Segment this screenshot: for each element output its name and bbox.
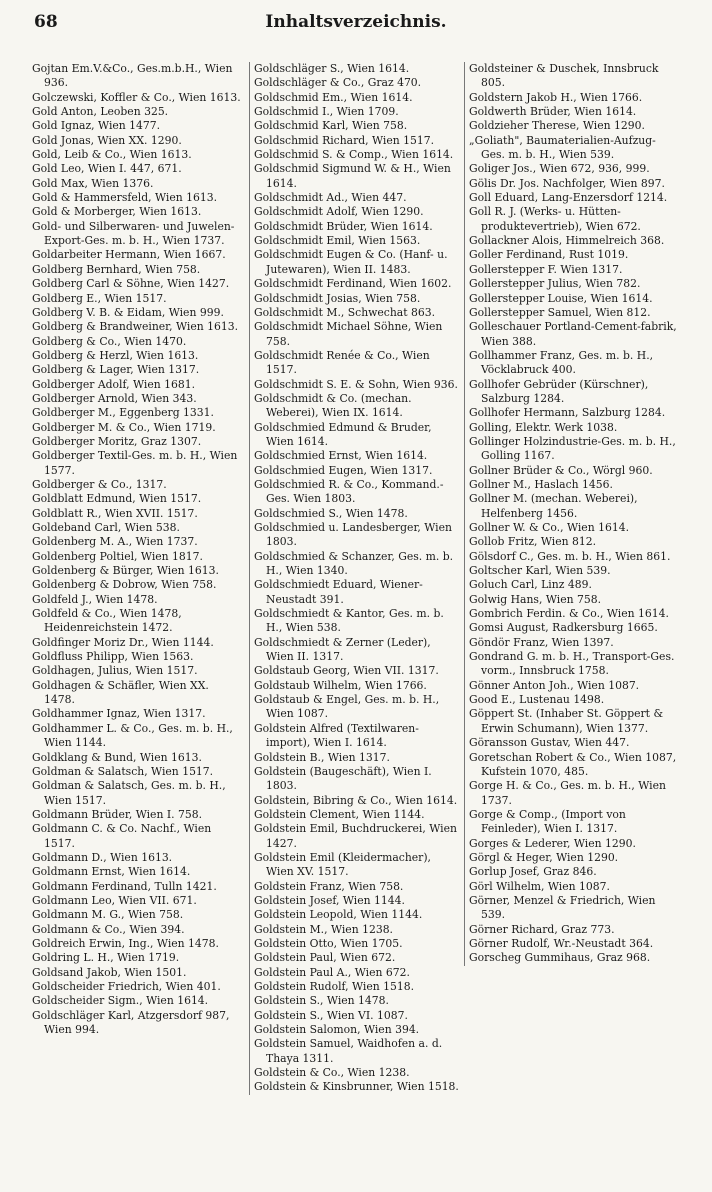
index-entry: Goldstein & Co., Wien 1238. <box>254 1066 410 1080</box>
page-title: Inhaltsverzeichnis. <box>265 12 447 32</box>
index-entry: Gomsi August, Radkersburg 1665. <box>469 621 658 635</box>
index-entry: Goldschmidt Brüder, Wien 1614. <box>254 219 433 233</box>
index-entry: Goldsteiner & Duschek, Innsbruck 805. <box>469 62 659 90</box>
index-entry: Görner Rudolf, Wr.-Neustadt 364. <box>469 936 654 950</box>
index-entry: Goldblatt Edmund, Wien 1517. <box>32 492 202 506</box>
index-entry: Goldschmid Em., Wien 1614. <box>254 90 413 104</box>
index-entry: Görl Wilhelm, Wien 1087. <box>469 879 610 893</box>
index-entry: Goldstein Paul, Wien 672. <box>254 951 396 965</box>
index-entry: Goldfeld J., Wien 1478. <box>32 592 158 606</box>
index-entry: Goldschmid I., Wien 1709. <box>254 105 399 119</box>
index-entry: Gold & Morberger, Wien 1613. <box>32 205 202 219</box>
index-entry: Gombrich Ferdin. & Co., Wien 1614. <box>469 607 669 621</box>
index-entry: Gold Jonas, Wien XX. 1290. <box>32 133 182 147</box>
index-entry: Goldstein Leopold, Wien 1144. <box>254 908 423 922</box>
index-entry: Goldschmidt Josias, Wien 758. <box>254 291 421 305</box>
index-entry: Goldmann Brüder, Wien I. 758. <box>32 807 202 821</box>
index-entry: Goldmann Leo, Wien VII. 671. <box>32 893 197 907</box>
index-entry: Goltscher Karl, Wien 539. <box>469 564 611 578</box>
index-entry: Goldzieher Therese, Wien 1290. <box>469 119 645 133</box>
index-entry: Goldschmidt Ferdinand, Wien 1602. <box>254 277 452 291</box>
index-entry: Goldreich Erwin, Ing., Wien 1478. <box>32 936 219 950</box>
index-entry: Goldhagen & Schäfler, Wien XX. 1478. <box>32 678 209 707</box>
index-entry: Golwig Hans, Wien 758. <box>469 592 602 606</box>
index-entry: Goldstein S., Wien 1478. <box>254 994 389 1008</box>
index-entry: Goldschmidt & Co. (mechan. Weberei), Wien IX. 1614. <box>254 391 412 420</box>
index-entry: Gold Anton, Leoben 325. <box>32 105 169 119</box>
index-entry: Goldstern Jakob H., Wien 1766. <box>469 90 643 104</box>
index-entry: Goldarbeiter Hermann, Wien 1667. <box>32 248 226 262</box>
index-entry: Goldstaub Wilhelm, Wien 1766. <box>254 678 427 692</box>
index-entry: Gorge & Comp., (Import von Feinleder), Wien I. 1317. <box>469 807 626 836</box>
index-entry: Goldsand Jakob, Wien 1501. <box>32 965 187 979</box>
index-entry: Gollner Brüder & Co., Wörgl 960. <box>469 463 653 477</box>
index-entry: Goldberger & Co., 1317. <box>32 477 167 491</box>
index-entry: Goldschläger S., Wien 1614. <box>254 62 410 75</box>
index-entry: Goldstein Clement, Wien 1144. <box>254 807 425 821</box>
index-entry: Goldberg & Co., Wien 1470. <box>32 334 187 348</box>
index-entry: Gollerstepper Louise, Wien 1614. <box>469 291 653 305</box>
index-entry: Goldstein Emil (Kleidermacher), Wien XV. 1517. <box>254 850 431 879</box>
index-entry: Goldschmidt Renée & Co., Wien 1517. <box>254 348 430 377</box>
index-entry: Goldblatt R., Wien XVII. 1517. <box>32 506 198 520</box>
index-entry: Goldstein Rudolf, Wien 1518. <box>254 980 415 993</box>
index-entry: Gönner Anton Joh., Wien 1087. <box>469 678 640 692</box>
index-entry: Gollhofer Gebrüder (Kürschner), Salzburg 1284. <box>469 377 649 405</box>
index-entry: Gondrand G. m. b. H., Transport-Ges. vorm., Innsbruck 1758. <box>469 650 675 678</box>
index-entry: Goldstein Alfred (Textilwaren-import), Wien I. 1614. <box>254 721 419 750</box>
index-entry: Golling, Elektr. Werk 1038. <box>469 420 618 434</box>
index-entry: Goldstein B., Wien 1317. <box>254 750 390 764</box>
index-entry: Goldschmid Richard, Wien 1517. <box>254 133 435 147</box>
index-column-3 <box>464 62 679 966</box>
index-entry: Goldschmied Edmund & Bruder, Wien 1614. <box>254 420 432 448</box>
index-entry: Goldman & Salatsch, Ges. m. b. H., Wien 1517. <box>32 779 226 807</box>
index-entry: Goldmann & Co., Wien 394. <box>32 922 185 936</box>
index-entry: Görner, Menzel & Friedrich, Wien 539. <box>469 893 656 922</box>
index-entry: Goldberger Moritz, Graz 1307. <box>32 434 202 448</box>
index-entry: Goldschmidt Adolf, Wien 1290. <box>254 205 424 219</box>
index-entry: Goldscheider Friedrich, Wien 401. <box>32 980 221 993</box>
index-entry: Goldschmidt Eugen & Co. (Hanf- u. Jutewaren), Wien II. 1483. <box>254 248 448 276</box>
index-entry: Goldberg V. B. & Eidam, Wien 999. <box>32 305 224 319</box>
index-entry: Goldstein, Bibring & Co., Wien 1614. <box>254 793 458 807</box>
index-entry: Goldberger M., Eggenberg 1331. <box>32 406 214 420</box>
index-entry: Goldfeld & Co., Wien 1478, Heidenreichstein 1472. <box>32 607 182 635</box>
index-entry: Goldschmiedt & Kantor, Ges. m. b. H., Wien 538. <box>254 607 444 635</box>
index-entry: Goldberg Bernhard, Wien 758. <box>32 262 201 276</box>
index-entry: Görgl & Heger, Wien 1290. <box>469 850 619 864</box>
index-entry: Goller Ferdinand, Rust 1019. <box>469 248 629 262</box>
index-entry: Gollerstepper F. Wien 1317. <box>469 262 623 276</box>
index-entry: Gölsdorf C., Ges. m. b. H., Wien 861. <box>469 549 671 563</box>
index-entry: Goldberg Carl & Söhne, Wien 1427. <box>32 277 230 291</box>
index-entry: Goldwerth Brüder, Wien 1614. <box>469 105 637 119</box>
index-entry: Goldschmied & Schanzer, Ges. m. b. H., Wien 1340. <box>254 549 454 578</box>
index-entry: Goldscheider Sigm., Wien 1614. <box>32 994 209 1008</box>
index-entry: Goldhagen, Julius, Wien 1517. <box>32 664 198 678</box>
index-entry: Goldschmied S., Wien 1478. <box>254 506 408 520</box>
index-entry: Gollner M., Haslach 1456. <box>469 477 613 491</box>
index-entry: Goldschmidt Emil, Wien 1563. <box>254 234 421 248</box>
index-entry: Goldschmid Sigmund W. & H., Wien 1614. <box>254 162 451 190</box>
index-entry: Goldstein Salomon, Wien 394. <box>254 1023 420 1037</box>
index-entry: Gold- und Silberwaren- und Juwelen-Export-Ges. m. b. H., Wien 1737. <box>32 219 235 248</box>
index-entry: Goldstein Otto, Wien 1705. <box>254 936 403 950</box>
index-entry: Gorlup Josef, Graz 846. <box>469 865 597 879</box>
index-entry: Goldman & Salatsch, Wien 1517. <box>32 764 214 778</box>
index-entry: Gollhammer Franz, Ges. m. b. H., Vöcklabruck 400. <box>469 348 654 377</box>
index-entry: Goldenberg & Bürger, Wien 1613. <box>32 564 219 578</box>
index-entry: Goldfluss Philipp, Wien 1563. <box>32 650 194 664</box>
index-entry: Goliger Jos., Wien 672, 936, 999. <box>469 162 650 176</box>
index-entry: Goldstein S., Wien VI. 1087. <box>254 1008 408 1022</box>
index-entry: Goldberg & Brandweiner, Wien 1613. <box>32 320 239 334</box>
index-entry: Göppert St. (Inhaber St. Göppert & Erwin Schumann), Wien 1377. <box>469 707 664 735</box>
index-entry: Goll Eduard, Lang-Enzersdorf 1214. <box>469 191 668 205</box>
index-entry: Golczewski, Koffler & Co., Wien 1613. <box>32 90 241 104</box>
index-entry: Goldenberg & Dobrow, Wien 758. <box>32 578 217 592</box>
index-entry: Goldenberg M. A., Wien 1737. <box>32 535 198 549</box>
index-entry: Gorge H. & Co., Ges. m. b. H., Wien 1737. <box>469 779 666 807</box>
index-entry: Goldmann M. G., Wien 758. <box>32 908 184 922</box>
index-entry: Goldschmid Karl, Wien 758. <box>254 119 408 133</box>
index-entry: Goldberger Arnold, Wien 343. <box>32 391 197 405</box>
index-column-2 <box>249 62 460 1095</box>
index-entry: Goldberger M. & Co., Wien 1719. <box>32 420 216 434</box>
index-entry: Goldschmiedt & Zerner (Leder), Wien II. 1317. <box>254 635 431 664</box>
index-entry: Goldberg E., Wien 1517. <box>32 291 167 305</box>
index-entry: Gollner M. (mechan. Weberei), Helfenberg 1456. <box>469 492 638 520</box>
index-entry: Goldstein Samuel, Waidhofen a. d. Thaya 1311. <box>254 1037 443 1065</box>
index-entry: Goluch Carl, Linz 489. <box>469 578 592 592</box>
index-entry: Göndör Franz, Wien 1397. <box>469 635 614 649</box>
index-entry: Goldstaub & Engel, Ges. m. b. H., Wien 1087. <box>254 693 440 721</box>
index-entry: Goldschmied R. & Co., Kommand.-Ges. Wien 1803. <box>254 477 444 506</box>
index-entry: Goldberg & Lager, Wien 1317. <box>32 363 200 377</box>
index-entry: Görner Richard, Graz 773. <box>469 922 615 936</box>
index-entry: Goldmann D., Wien 1613. <box>32 850 173 864</box>
index-columns <box>32 62 678 1180</box>
index-entry: Goldberger Textil-Ges. m. b. H., Wien 1577. <box>32 449 238 477</box>
index-entry: Golleschauer Portland-Cement-fabrik, Wien 388. <box>469 320 677 348</box>
index-entry: Gorges & Lederer, Wien 1290. <box>469 836 636 850</box>
index-entry: Goldschläger Karl, Atzgersdorf 987, Wien 994. <box>32 1008 230 1037</box>
index-entry: Gollinger Holzindustrie-Ges. m. b. H., Golling 1167. <box>469 434 676 463</box>
index-entry: Goldstein Josef, Wien 1144. <box>254 893 405 907</box>
index-entry: Goldmann Ferdinand, Tulln 1421. <box>32 879 217 893</box>
index-entry: Gollerstepper Samuel, Wien 812. <box>469 305 651 319</box>
index-entry: Goldklang & Bund, Wien 1613. <box>32 750 202 764</box>
index-entry: Goldmann C. & Co. Nachf., Wien 1517. <box>32 822 212 850</box>
index-entry: Gollerstepper Julius, Wien 782. <box>469 277 641 291</box>
index-entry: Goretschan Robert & Co., Wien 1087, Kufstein 1070, 485. <box>469 750 677 778</box>
index-entry: Good E., Lustenau 1498. <box>469 693 605 707</box>
index-entry: Goldstein & Kinsbrunner, Wien 1518. <box>254 1080 459 1094</box>
index-entry: Gollhofer Hermann, Salzburg 1284. <box>469 406 666 420</box>
index-entry: Goldstein Franz, Wien 758. <box>254 879 404 893</box>
index-entry: Goldschmiedt Eduard, Wiener-Neustadt 391. <box>254 578 423 606</box>
index-entry: Gold & Hammersfeld, Wien 1613. <box>32 191 218 205</box>
index-entry: Goldschläger & Co., Graz 470. <box>254 76 422 90</box>
index-entry: Goldhammer L. & Co., Ges. m. b. H., Wien 1144. <box>32 721 233 750</box>
index-entry: Goldschmied Ernst, Wien 1614. <box>254 449 428 463</box>
index-entry: Gollackner Alois, Himmelreich 368. <box>469 234 665 248</box>
index-entry: Goldberg & Herzl, Wien 1613. <box>32 348 199 362</box>
index-entry: Gollob Fritz, Wien 812. <box>469 535 597 549</box>
index-entry: Goldschmidt S. E. & Sohn, Wien 936. <box>254 377 458 391</box>
index-entry: Gold, Leib & Co., Wien 1613. <box>32 148 192 162</box>
index-column-1 <box>32 62 242 1037</box>
index-entry: Gölis Dr. Jos. Nachfolger, Wien 897. <box>469 176 665 190</box>
index-entry: Goldschmied Eugen, Wien 1317. <box>254 463 433 477</box>
index-entry: Goldring L. H., Wien 1719. <box>32 951 180 965</box>
index-entry: Gold Ignaz, Wien 1477. <box>32 119 161 133</box>
index-entry: Gojtan Em.V.&Co., Ges.m.b.H., Wien 936. <box>32 62 233 90</box>
index-entry: Goldstein (Baugeschäft), Wien I. 1803. <box>254 764 432 793</box>
index-entry: „Goliath", Baumaterialien-Aufzug-Ges. m. b. H., Wien 539. <box>469 133 656 162</box>
index-entry: Goldstein M., Wien 1238. <box>254 922 393 936</box>
index-entry: Goldschmid S. & Comp., Wien 1614. <box>254 148 454 162</box>
index-entry: Goldschmied u. Landesberger, Wien 1803. <box>254 521 452 549</box>
index-entry: Goldstein Emil, Buchdruckerei, Wien 1427. <box>254 822 457 850</box>
page-number: 68 <box>34 12 58 32</box>
index-entry: Goldschmidt Ad., Wien 447. <box>254 191 407 205</box>
index-entry: Goldstein Paul A., Wien 672. <box>254 965 410 979</box>
index-entry: Goldenberg Poltiel, Wien 1817. <box>32 549 203 563</box>
index-entry: Goll R. J. (Werks- u. Hütten-produktevertrieb), Wien 672. <box>469 205 641 233</box>
index-entry: Goldberger Adolf, Wien 1681. <box>32 377 196 391</box>
index-entry: Gorscheg Gummihaus, Graz 968. <box>469 951 651 965</box>
index-entry: Goldeband Carl, Wien 538. <box>32 521 180 534</box>
index-entry: Gold Leo, Wien I. 447, 671. <box>32 162 182 176</box>
index-entry: Göransson Gustav, Wien 447. <box>469 736 630 750</box>
index-entry: Goldschmidt M., Schwechat 863. <box>254 305 436 319</box>
index-entry: Goldfinger Moriz Dr., Wien 1144. <box>32 635 214 649</box>
index-entry: Goldhammer Ignaz, Wien 1317. <box>32 707 206 721</box>
index-entry: Gollner W. & Co., Wien 1614. <box>469 521 629 534</box>
index-entry: Goldmann Ernst, Wien 1614. <box>32 865 191 879</box>
index-entry: Gold Max, Wien 1376. <box>32 176 154 190</box>
page-header <box>0 12 712 38</box>
index-entry: Goldstaub Georg, Wien VII. 1317. <box>254 664 439 678</box>
index-entry: Goldschmidt Michael Söhne, Wien 758. <box>254 320 443 348</box>
